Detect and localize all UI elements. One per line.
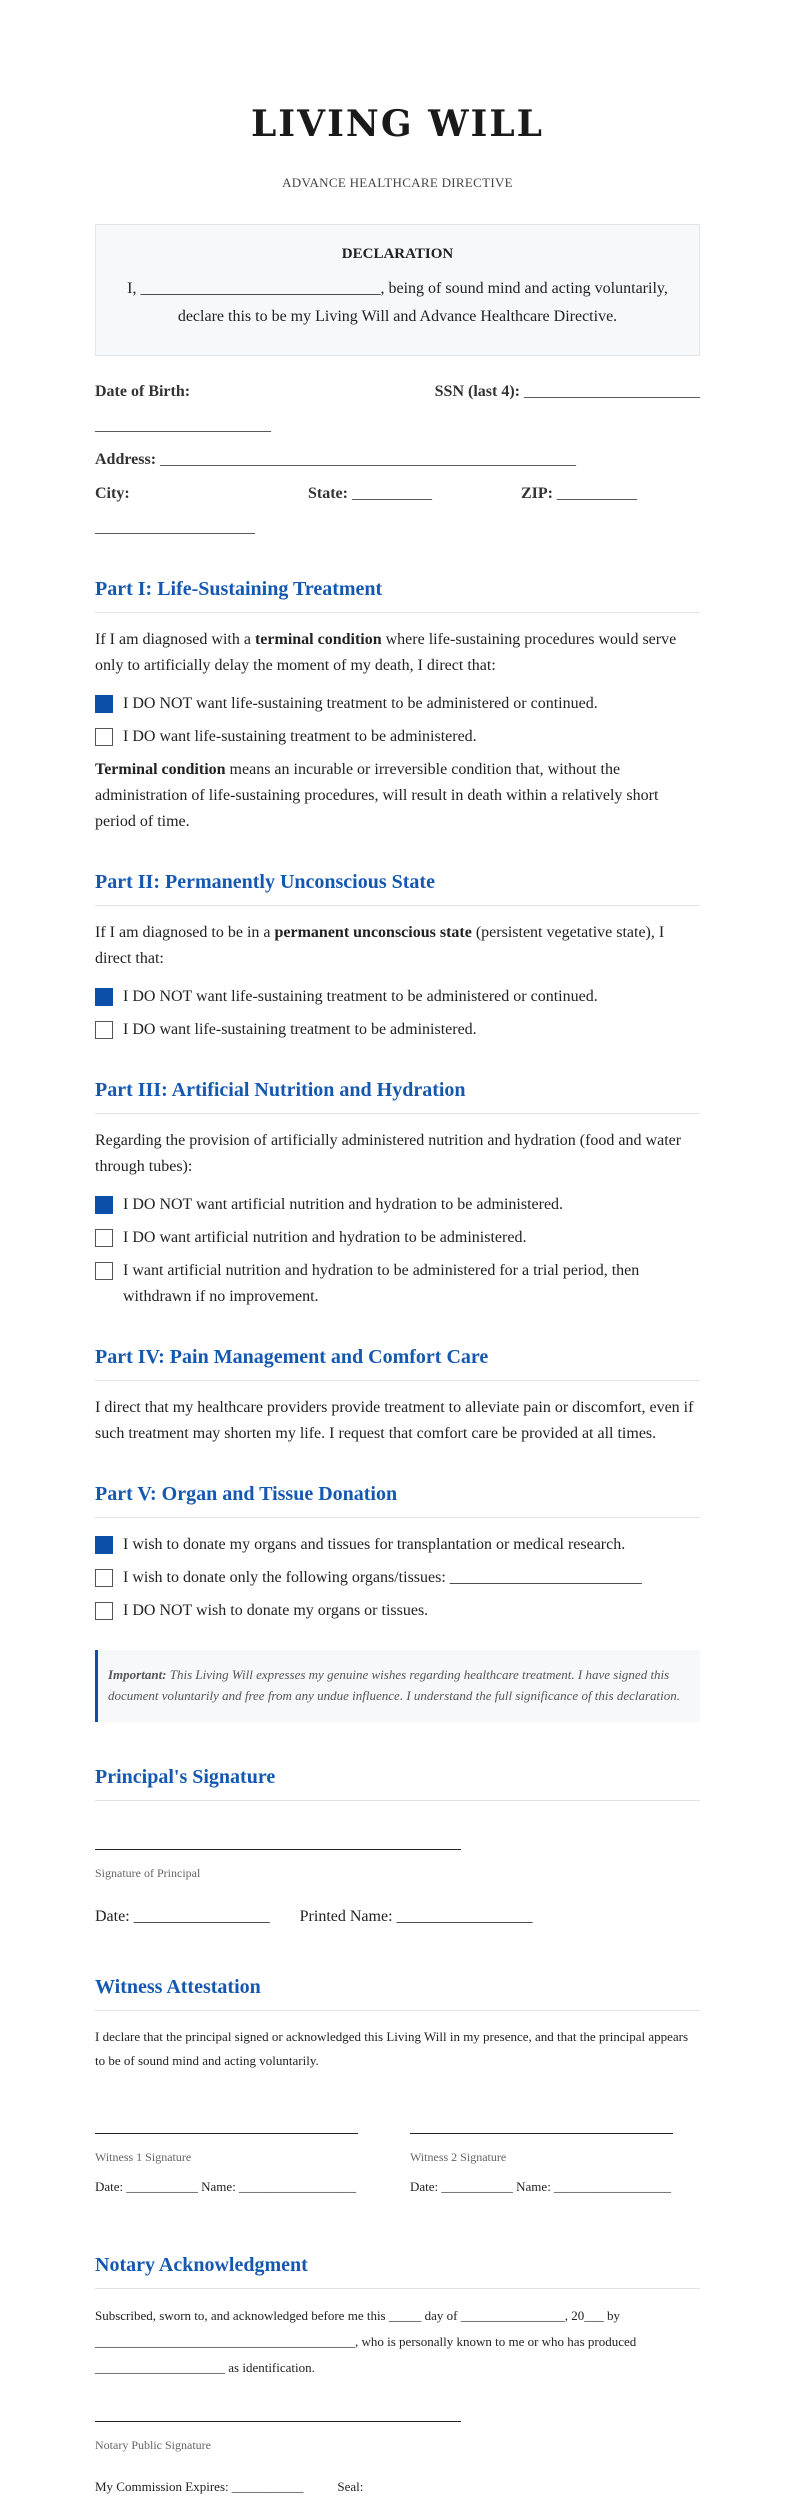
principal-signature-caption: Signature of Principal (95, 1866, 201, 1880)
part4-heading: Part IV: Pain Management and Comfort Care (95, 1344, 700, 1381)
address-field[interactable]: ____________________________________________________ (160, 451, 577, 468)
address-label: Address: (95, 451, 157, 468)
principal-signature-heading: Principal's Signature (95, 1764, 700, 1801)
notary-heading: Notary Acknowledgment (95, 2252, 700, 2289)
part3-intro: Regarding the provision of artificially administered nutrition and hydration (food and water through tubes): (95, 1132, 682, 1175)
witness1-caption: Witness 1 Signature (95, 2150, 192, 2164)
part3-option[interactable]: I DO NOT want artificial nutrition and hydration to be administered. (95, 1192, 700, 1218)
witness2-date-name[interactable]: Date: ___________ Name: __________________ (410, 2179, 672, 2194)
part2-intro: If I am diagnosed to be in a permanent unconscious state (persistent vegetative state), I direct that: (95, 924, 665, 967)
witness2-signature-line[interactable] (410, 2133, 673, 2134)
checkbox-checked[interactable] (95, 695, 113, 713)
part3-heading: Part III: Artificial Nutrition and Hydration (95, 1077, 700, 1114)
checkbox-unchecked[interactable] (95, 1262, 113, 1280)
declaration-heading: DECLARATION (341, 246, 454, 262)
witness1-signature-line[interactable] (95, 2133, 358, 2134)
principal-signature-line[interactable] (95, 1849, 461, 1850)
notary-signature-caption: Notary Public Signature (95, 2438, 211, 2452)
city-label: City: (95, 485, 130, 502)
personal-info (95, 378, 700, 542)
zip-label: ZIP: (521, 485, 553, 502)
commission-expires-field[interactable]: My Commission Expires: ___________ (95, 2479, 304, 2494)
notary-signature-line[interactable] (95, 2421, 461, 2422)
checkbox-unchecked[interactable] (95, 728, 113, 746)
document-subtitle: ADVANCE HEALTHCARE DIRECTIVE (282, 175, 513, 190)
ssn-field[interactable]: ______________________ (524, 383, 700, 400)
part1-intro: If I am diagnosed with a terminal condition where life-sustaining procedures would serve only to artificially delay the moment of my death, I direct that: (95, 631, 677, 674)
checkbox-unchecked[interactable] (95, 1021, 113, 1039)
declaration-box (95, 224, 700, 356)
part1-option[interactable]: I DO NOT want life-sustaining treatment to be administered or continued. (95, 691, 700, 717)
principal-printed-name-field[interactable]: Printed Name: _________________ (299, 1908, 533, 1925)
witness2-caption: Witness 2 Signature (410, 2150, 507, 2164)
part1-heading: Part I: Life-Sustaining Treatment (95, 576, 700, 613)
dob-label: Date of Birth: (95, 383, 191, 400)
part1-option[interactable]: I DO want life-sustaining treatment to be administered. (95, 724, 700, 750)
witness-statement: I declare that the principal signed or acknowledged this Living Will in my presence, and that the principal appears to be of sound mind and acting voluntarily. (95, 2029, 689, 2068)
part3-option[interactable]: I DO want artificial nutrition and hydration to be administered. (95, 1225, 700, 1251)
seal-label: Seal: (337, 2479, 364, 2494)
dob-field[interactable]: ______________________ (95, 417, 271, 434)
ssn-label: SSN (last 4): (434, 383, 520, 400)
checkbox-checked[interactable] (95, 1536, 113, 1554)
state-field[interactable]: __________ (351, 485, 432, 502)
part5-option[interactable]: I DO NOT wish to donate my organs or tissues. (95, 1598, 700, 1624)
witness-signatures (95, 2133, 700, 2200)
state-label: State: (308, 485, 348, 502)
witness-heading: Witness Attestation (95, 1974, 700, 2011)
important-note: Important: This Living Will expresses my genuine wishes regarding healthcare treatment. I have signed this document voluntarily and free from any undue influence. I understand the full significance of this declaration. (95, 1650, 700, 1722)
checkbox-checked[interactable] (95, 988, 113, 1006)
part3-option[interactable]: I want artificial nutrition and hydration to be administered for a trial period, then withdrawn if no improvement. (95, 1258, 700, 1310)
document-title: LIVING WILL (250, 103, 544, 145)
checkbox-unchecked[interactable] (95, 1569, 113, 1587)
part4-text: I direct that my healthcare providers provide treatment to alleviate pain or discomfort, even if such treatment may shorten my life. I request that comfort care be provided at all times. (95, 1399, 694, 1442)
part5-option[interactable]: I wish to donate only the following organs/tissues: ________________________ (95, 1565, 700, 1591)
part2-option[interactable]: I DO want life-sustaining treatment to be administered. (95, 1017, 700, 1043)
declaration-text[interactable]: I, ______________________________, being of sound mind and acting voluntarily, declare this to be my Living Will and Advance Healthcare Directive. (127, 280, 668, 325)
principal-date-field[interactable]: Date: _________________ (95, 1908, 270, 1925)
terminal-condition-definition: Terminal condition means an incurable or irreversible condition that, without the administration of life-sustaining procedures, will result in death within a relatively short period of time. (95, 761, 659, 830)
city-field[interactable]: ____________________ (95, 519, 255, 536)
notary-statement[interactable]: Subscribed, sworn to, and acknowledged before me this _____ day of ________________, 20___ by ________________________________________, who is personally known to me or who has produced ____________________ as identification. (95, 2308, 637, 2375)
checkbox-checked[interactable] (95, 1196, 113, 1214)
checkbox-unchecked[interactable] (95, 1229, 113, 1247)
part2-option[interactable]: I DO NOT want life-sustaining treatment to be administered or continued. (95, 984, 700, 1010)
living-will-document (95, 0, 700, 2500)
witness1-date-name[interactable]: Date: ___________ Name: __________________ (95, 2179, 357, 2194)
part5-option[interactable]: I wish to donate my organs and tissues for transplantation or medical research. (95, 1532, 700, 1558)
checkbox-unchecked[interactable] (95, 1602, 113, 1620)
part2-heading: Part II: Permanently Unconscious State (95, 869, 700, 906)
part5-heading: Part V: Organ and Tissue Donation (95, 1481, 700, 1518)
zip-field[interactable]: __________ (557, 485, 637, 502)
